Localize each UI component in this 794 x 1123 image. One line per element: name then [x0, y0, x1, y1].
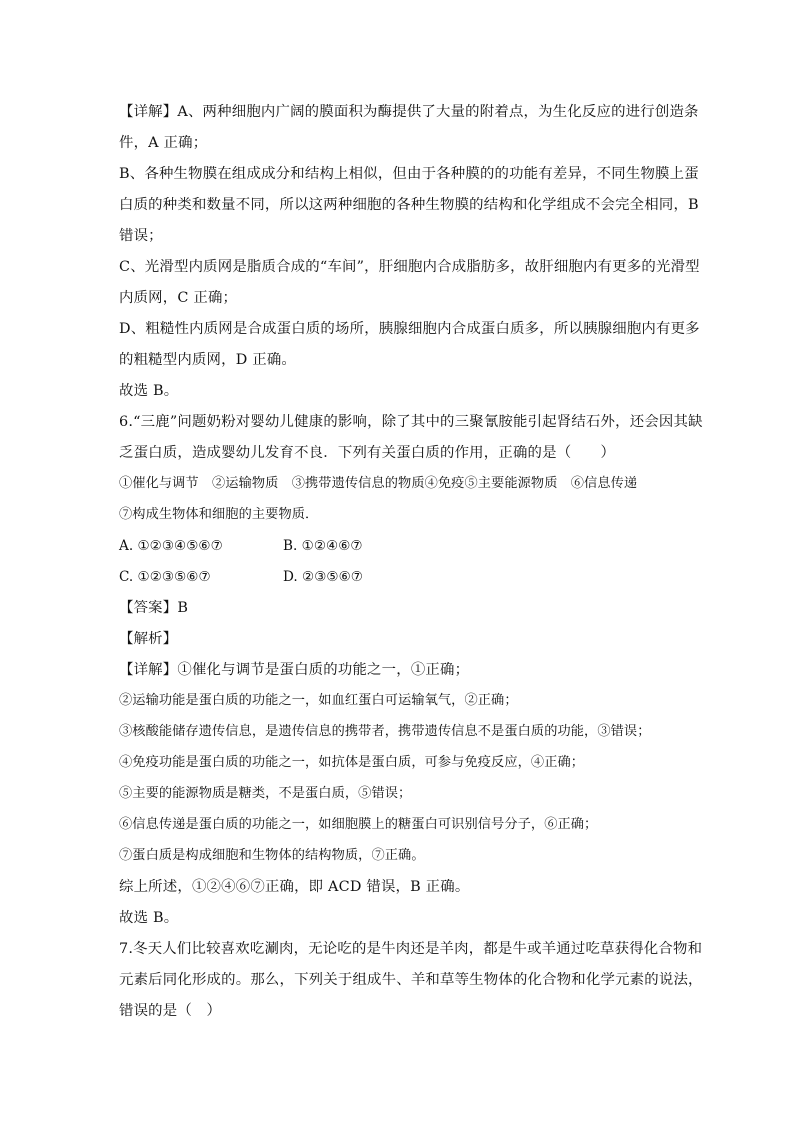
text-line: 【详解】①催化与调节是蛋白质的功能之一，①正确； — [119, 662, 470, 678]
text-line: 白质的种类和数量不同，所以这两种细胞的各种生物膜的结构和化学组成不会完全相同，B — [119, 197, 699, 213]
text-line: 故选 B。 — [119, 910, 179, 926]
text-line: ⑦蛋白质是构成细胞和生物体的结构物质，⑦正确。 — [119, 848, 425, 863]
text-line: 综上所述，①②④⑥⑦正确，即 ACD 错误，B 正确。 — [119, 879, 470, 895]
question-6-items: ①催化与调节 ②运输物质 ③携带遗传信息的物质④免疫⑤主要能源物质 ⑥信息传递 — [119, 476, 638, 491]
text-line: 件，A 正确； — [119, 135, 208, 151]
question-6-stem: 乏蛋白质，造成婴幼儿发育不良．下列有关蛋白质的作用，正确的是（ ） — [119, 445, 616, 461]
text-line: 故选 B。 — [119, 383, 179, 399]
text-line: ⑤主要的能源物质是糖类，不是蛋白质，⑤错误； — [119, 786, 412, 801]
question-7-stem: 元素后同化形成的。那么，下列关于组成牛、羊和草等生物体的化合物和化学元素的说法， — [119, 972, 703, 988]
question-6-stem: 6.“三鹿”问题奶粉对婴幼儿健康的影响，除了其中的三聚氰胺能引起肾结石外，还会因其缺 — [119, 414, 703, 430]
text-line: ⑥信息传递是蛋白质的功能之一，如细胞膜上的糖蛋白可识别信号分子，⑥正确； — [119, 817, 598, 832]
answer-label: 【答案】B — [119, 600, 189, 616]
text-line: ④免疫功能是蛋白质的功能之一，如抗体是蛋白质，可参与免疫反应，④正确； — [119, 755, 585, 770]
text-line: 【详解】A、两种细胞内广阔的膜面积为酶提供了大量的附着点，为生化反应的进行创造条 — [119, 104, 699, 120]
question-6-items: ⑦构成生物体和细胞的主要物质． — [119, 507, 319, 522]
text-line: 的粗糙型内质网，D 正确。 — [119, 352, 297, 368]
text-line: B、各种生物膜在组成成分和结构上相似，但由于各种膜的的功能有差异，不同生物膜上蛋 — [119, 166, 699, 182]
text-line: 内质网，C 正确； — [119, 290, 238, 306]
question-7-stem: 错误的是（ ） — [119, 1003, 222, 1019]
option-b: B. ①②④⑥⑦ — [283, 538, 363, 554]
text-line: D、粗糙性内质网是合成蛋白质的场所，胰腺细胞内合成蛋白质多，所以胰腺细胞内有更多 — [119, 321, 700, 337]
question-7-stem: 7.冬天人们比较喜欢吃涮肉，无论吃的是牛肉还是羊肉，都是牛或羊通过吃草获得化合物和 — [119, 941, 703, 957]
text-line: C、光滑型内质网是脂质合成的“车间”，肝细胞内合成脂肪多，故肝细胞内有更多的光滑型 — [119, 259, 700, 275]
text-line: ③核酸能储存遗传信息，是遗传信息的携带者，携带遗传信息不是蛋白质的功能，③错误； — [119, 724, 651, 739]
option-a: A. ①②③④⑤⑥⑦ — [119, 538, 223, 554]
option-c: C. ①②③⑤⑥⑦ — [119, 569, 211, 585]
analysis-label: 【解析】 — [119, 631, 178, 647]
text-line: ②运输功能是蛋白质的功能之一，如血红蛋白可运输氧气，②正确； — [119, 693, 518, 708]
text-line: 错误； — [119, 228, 163, 244]
option-d: D. ②③⑤⑥⑦ — [283, 569, 363, 585]
